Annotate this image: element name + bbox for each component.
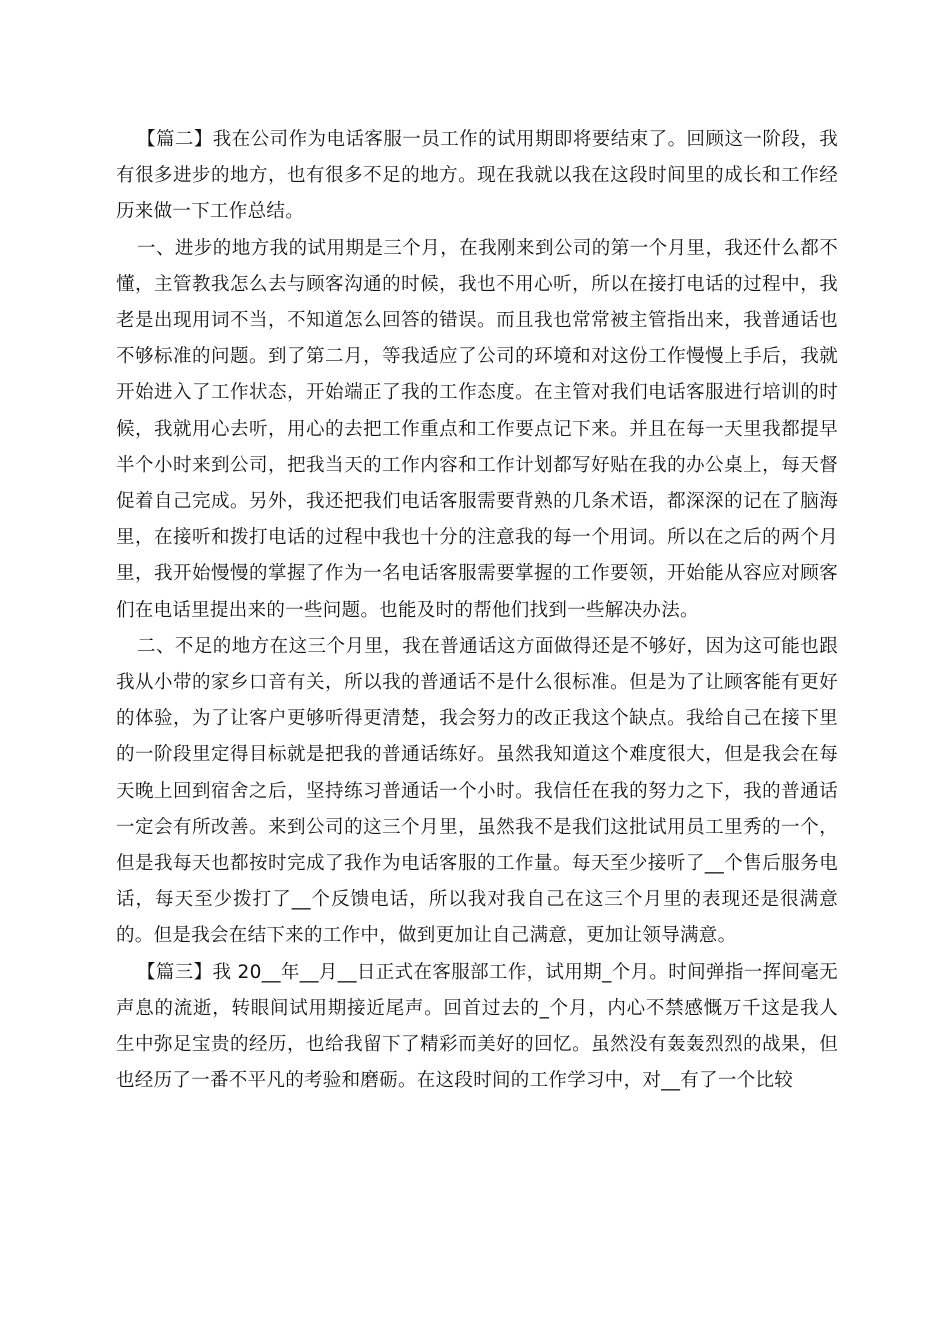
paragraph-part-three-intro: 【篇三】我 20__年__月__日正式在客服部工作，试用期_个月。时间弹指一挥间毫无声息的流逝，转眼间试用期接近尾声。回首过去的_个月，内心不禁感慨万千这是我人生中弥足宝贵的经历，也给我留下了精彩而美好的回忆。虽然没有轰轰烈烈的战果，但也经历了一番不平凡的考验和磨砺。在这段时间的工作学习中，对__有了一个比较 bbox=[116, 961, 838, 1092]
paragraph-progress: 一、进步的地方我的试用期是三个月，在我刚来到公司的第一个月里，我还什么都不懂，主管教我怎么去与顾客沟通的时候，我也不用心听，所以在接打电话的过程中，我老是出现用词不当，不知道怎么回答的错误。而且我也常常被主管指出来，我普通话也不够标准的问题。到了第二月，等我适应了公司的环境和对这份工作慢慢上手后，我就开始进入了工作状态，开始端正了我的工作态度。在主管对我们电话客服进行培训的时候，我就用心去听，用心的去把工作重点和工作要点记下来。并且在每一天里我都提早半个小时来到公司，把我当天的工作内容和工作计划都写好贴在我的办公桌上，每天督促着自己完成。另外，我还把我们电话客服需要背熟的几条术语，都深深的记在了脑海里，在接听和拨打电话的过程中我也十分的注意我的每一个用词。所以在之后的两个月里，我开始慢慢的掌握了作为一名电话客服需要掌握的工作要领，开始能从容应对顾客们在电话里提出来的一些问题。也能及时的帮他们找到一些解决办法。 bbox=[116, 237, 838, 621]
paragraph-part-two-intro: 【篇二】我在公司作为电话客服一员工作的试用期即将要结束了。回顾这一阶段，我有很多进步的地方，也有很多不足的地方。现在我就以我在这段时间里的成长和工作经历来做一下工作总结。 bbox=[116, 129, 838, 223]
paragraph-shortcomings: 二、不足的地方在这三个月里，我在普通话这方面做得还是不够好，因为这可能也跟我从小带的家乡口音有关，所以我的普通话不是什么很标准。但是为了让顾客能有更好的体验，为了让客户更够听得更清楚，我会努力的改正我这个缺点。我给自己在接下里的一阶段里定得目标就是把我的普通话练好。虽然我知道这个难度很大，但是我会在每天晚上回到宿舍之后，坚持练习普通话一个小时。我信任在我的努力之下，我的普通话一定会有所改善。来到公司的这三个月里，虽然我不是我们这批试用员工里秀的一个，但是我每天也都按时完成了我作为电话客服的工作量。每天至少接听了__个售后服务电话，每天至少拨打了__个反馈电话，所以我对我自己在这三个月里的表现还是很满意的。但是我会在结下来的工作中，做到更加让自己满意，更加让领导满意。 bbox=[116, 635, 838, 947]
document-page bbox=[116, 122, 838, 1099]
